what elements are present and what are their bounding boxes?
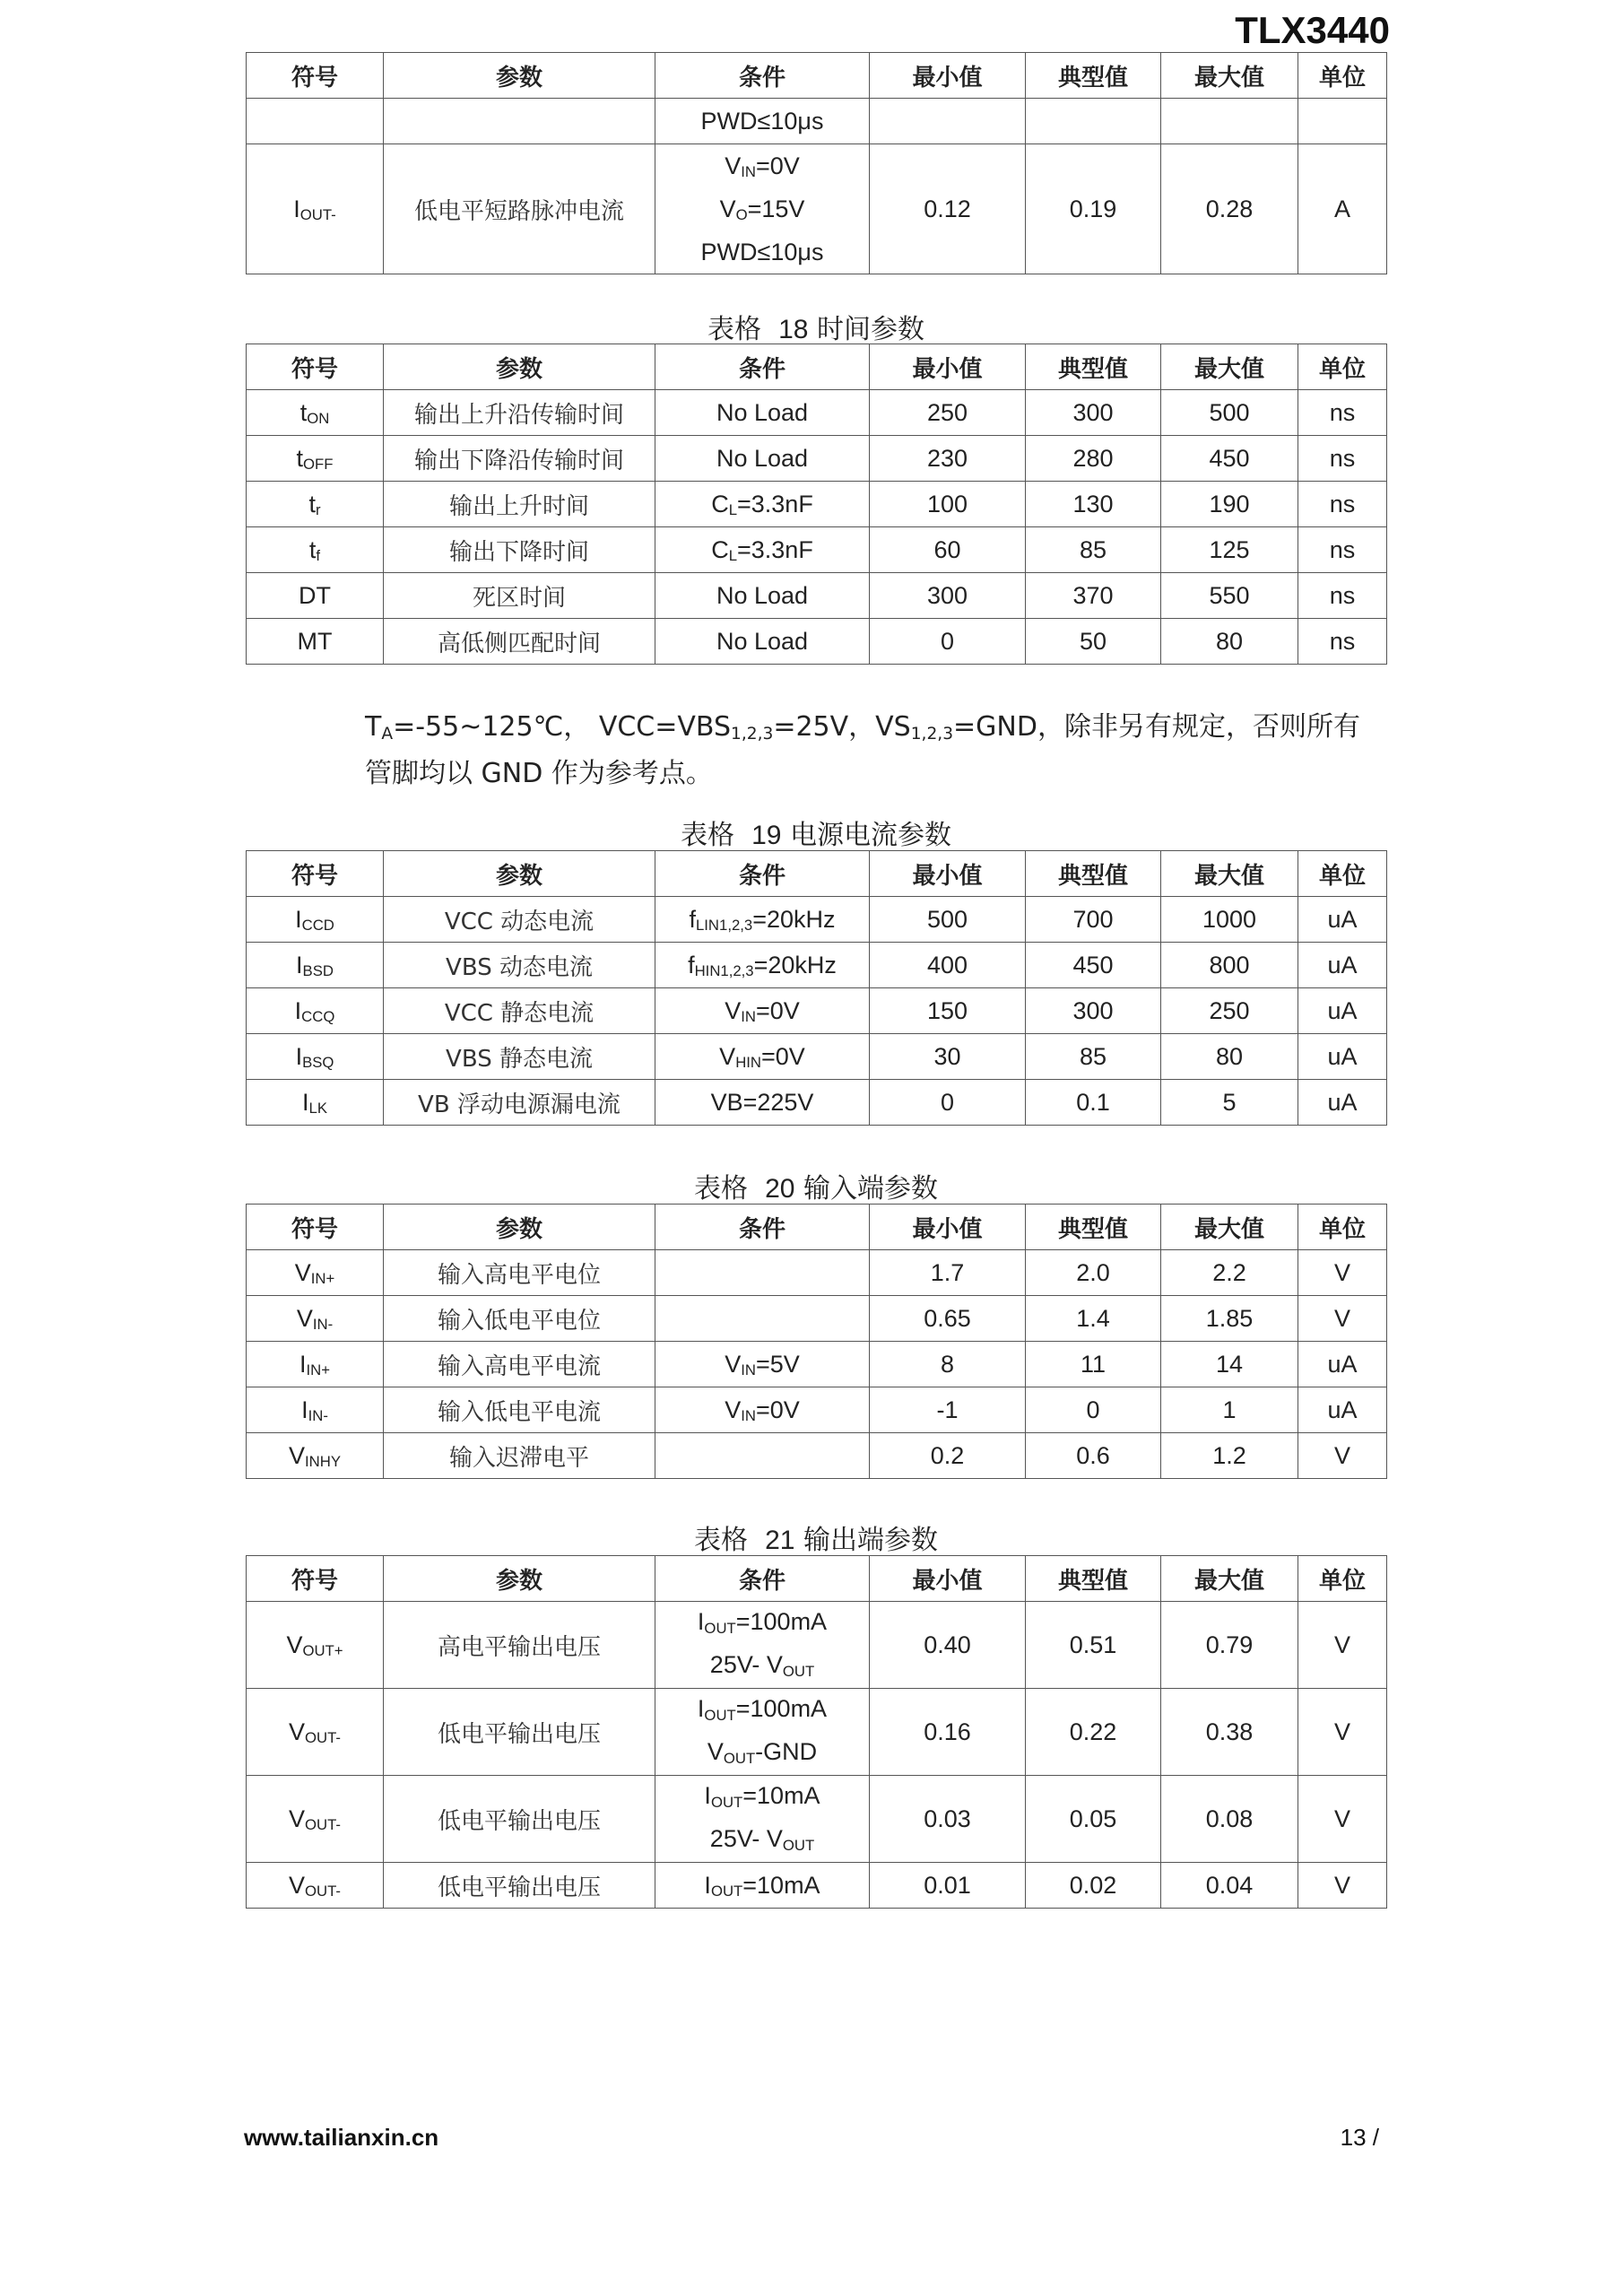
cell-max: 0.28 [1161,144,1298,274]
col-header: 符号 [247,344,384,390]
cell-typ: 700 [1026,897,1161,943]
cell-symbol: $I_{BSD}$ [247,943,384,988]
cell-symbol: $I_{BSQ}$ [247,1034,384,1080]
col-header: 条件 [655,851,870,897]
cell-unit: ns [1298,573,1387,619]
cell-condition: $I_{OUT}=10mA$ [655,1863,870,1909]
cell-condition: $C_L=3.3nF$ [655,527,870,573]
cell-condition: $V_{IN}=0V$ [655,1387,870,1433]
table-header-row [247,1205,1387,1250]
cell-param: VCC 动态电流 [384,897,655,943]
cell-param: 高电平输出电压 [384,1602,655,1689]
footer-page-number: 13 / [1340,2124,1379,2151]
cell-min: 0.40 [870,1602,1026,1689]
cell-min: 1.7 [870,1250,1026,1296]
cell-max: 250 [1161,988,1298,1034]
cell-condition [655,1602,870,1689]
cell-typ: 0.1 [1026,1080,1161,1126]
condition-line: $I_{OUT}=10mA$ [704,1782,820,1811]
cell-typ [1026,99,1161,144]
cell-param: 高低侧匹配时间 [384,619,655,665]
table-19-supply-current [246,850,1387,1126]
table-caption: 表格 20 输入端参数 [694,1173,938,1205]
cell-condition: PWD≤10μs [655,99,870,144]
cell-condition [655,1689,870,1776]
cell-max: 190 [1161,482,1298,527]
cell-min: 60 [870,527,1026,573]
cell-symbol: $V_{OUT-}$ [247,1776,384,1863]
table-row [247,1776,1387,1863]
table-row [247,1296,1387,1342]
cell-typ: 2.0 [1026,1250,1161,1296]
cell-min: 500 [870,897,1026,943]
cell-min: 8 [870,1342,1026,1387]
cell-unit: V [1298,1689,1387,1776]
col-header: 最小值 [870,53,1026,99]
cell-symbol: $I_{CCD}$ [247,897,384,943]
cell-unit: ns [1298,482,1387,527]
cell-min: 0.16 [870,1689,1026,1776]
cell-max: 550 [1161,573,1298,619]
cell-symbol: $V_{OUT-}$ [247,1689,384,1776]
cell-symbol: $V_{IN+}$ [247,1250,384,1296]
col-header: 最大值 [1161,1556,1298,1602]
cell-symbol: $V_{OUT-}$ [247,1863,384,1909]
col-header: 参数 [384,344,655,390]
col-header: 最大值 [1161,1205,1298,1250]
cell-typ: 280 [1026,436,1161,482]
table-row [247,573,1387,619]
cell-unit: ns [1298,436,1387,482]
cell-min [870,99,1026,144]
cell-symbol: DT [247,573,384,619]
cell-unit: uA [1298,1080,1387,1126]
cell-max: 5 [1161,1080,1298,1126]
table-row [247,1080,1387,1126]
cell-condition: $V_{HIN}=0V$ [655,1034,870,1080]
col-header: 参数 [384,53,655,99]
cell-typ: 450 [1026,943,1161,988]
note-line-1: $T_A=-55\sim 125℃$， $VCC=VBS_{1,2,3}=25V$，$VS_{1,2,3}=GND$，除非另有规定，否则所有 [365,711,1360,744]
cell-param: 低电平短路脉冲电流 [384,144,655,274]
condition-line: $V_{IN}=0V$ [725,152,800,181]
cell-symbol: $t_r$ [247,482,384,527]
cell-max: 500 [1161,390,1298,436]
col-header: 最小值 [870,1205,1026,1250]
table-row [247,1602,1387,1689]
cell-typ: 0 [1026,1387,1161,1433]
cell-min: 0 [870,619,1026,665]
col-header: 单位 [1298,53,1387,99]
cell-unit: uA [1298,897,1387,943]
cell-unit: V [1298,1433,1387,1479]
table-row [247,527,1387,573]
cell-symbol: $t_{OFF}$ [247,436,384,482]
col-header: 条件 [655,344,870,390]
cell-unit: ns [1298,527,1387,573]
cell-param: VBS 静态电流 [384,1034,655,1080]
col-header: 最小值 [870,1556,1026,1602]
cell-typ: 130 [1026,482,1161,527]
condition-line: PWD≤10μs [700,238,824,265]
cell-min: 250 [870,390,1026,436]
col-header: 最大值 [1161,344,1298,390]
cell-min: 0.2 [870,1433,1026,1479]
cell-param: 输入高电平电流 [384,1342,655,1387]
cell-param: 输入迟滞电平 [384,1433,655,1479]
table-row [247,144,1387,274]
cell-symbol: MT [247,619,384,665]
table-row [247,390,1387,436]
cell-condition: VB=225V [655,1080,870,1126]
col-header: 最小值 [870,344,1026,390]
cell-condition: $V_{IN}=5V$ [655,1342,870,1387]
condition-line: 25V- $V_{OUT}$ [709,1651,815,1680]
table-continued [246,52,1387,274]
cell-min: 230 [870,436,1026,482]
col-header: 条件 [655,1205,870,1250]
cell-param: 输出下降沿传输时间 [384,436,655,482]
cell-unit: V [1298,1776,1387,1863]
table-18-timing [246,344,1387,665]
table-caption: 表格 19 电源电流参数 [681,820,951,851]
table-header-row [247,851,1387,897]
cell-typ: 0.05 [1026,1776,1161,1863]
cell-typ: 0.51 [1026,1602,1161,1689]
cell-max: 2.2 [1161,1250,1298,1296]
cell-param: 输出上升沿传输时间 [384,390,655,436]
cell-symbol: $I_{CCQ}$ [247,988,384,1034]
condition-line: $V_{OUT}$-GND [707,1738,818,1767]
cell-typ: 85 [1026,527,1161,573]
col-header: 参数 [384,1205,655,1250]
table-row [247,1034,1387,1080]
table-header-row [247,1556,1387,1602]
col-header: 参数 [384,851,655,897]
cell-param: 低电平输出电压 [384,1776,655,1863]
cell-param: 输入高电平电位 [384,1250,655,1296]
cell-typ: 0.19 [1026,144,1161,274]
col-header: 单位 [1298,1205,1387,1250]
cell-param: 低电平输出电压 [384,1689,655,1776]
table-header-row [247,53,1387,99]
col-header: 最小值 [870,851,1026,897]
cell-max: 1.85 [1161,1296,1298,1342]
cell-max: 80 [1161,619,1298,665]
cell-unit: uA [1298,1342,1387,1387]
cell-condition [655,1296,870,1342]
conditions-note [365,706,1387,796]
cell-unit: uA [1298,1387,1387,1433]
col-header: 单位 [1298,1556,1387,1602]
cell-unit: V [1298,1250,1387,1296]
table-row [247,1387,1387,1433]
cell-min: 150 [870,988,1026,1034]
cell-typ: 0.22 [1026,1689,1161,1776]
cell-param [384,99,655,144]
table-caption: 表格 21 输出端参数 [694,1525,938,1556]
cell-param: VB 浮动电源漏电流 [384,1080,655,1126]
col-header: 单位 [1298,851,1387,897]
cell-param: 输出下降时间 [384,527,655,573]
cell-typ: 300 [1026,988,1161,1034]
col-header: 符号 [247,1205,384,1250]
cell-unit: V [1298,1863,1387,1909]
cell-condition: No Load [655,573,870,619]
cell-unit: A [1298,144,1387,274]
cell-condition: No Load [655,436,870,482]
cell-min: 0.01 [870,1863,1026,1909]
table-row [247,1863,1387,1909]
cell-symbol: $V_{OUT+}$ [247,1602,384,1689]
cell-min: 0.65 [870,1296,1026,1342]
table-row [247,436,1387,482]
table-row [247,619,1387,665]
cell-typ: 0.02 [1026,1863,1161,1909]
cell-max: 1000 [1161,897,1298,943]
table-header-row [247,344,1387,390]
cell-symbol: $I_{IN-}$ [247,1387,384,1433]
footer-website: www.tailianxin.cn [244,2124,439,2151]
table-row [247,99,1387,144]
cell-condition: $C_L=3.3nF$ [655,482,870,527]
cell-param: VCC 静态电流 [384,988,655,1034]
cell-param: 输出上升时间 [384,482,655,527]
col-header: 典型值 [1026,1556,1161,1602]
col-header: 符号 [247,1556,384,1602]
cell-condition: $f_{LIN1,2,3}=20kHz$ [655,897,870,943]
cell-typ: 1.4 [1026,1296,1161,1342]
doc-header-title: TLX3440 [1235,9,1390,51]
cell-param: 输入低电平电位 [384,1296,655,1342]
cell-min: 0.12 [870,144,1026,274]
condition-line: $I_{OUT}=100mA$ [697,1695,828,1724]
cell-max: 800 [1161,943,1298,988]
col-header: 典型值 [1026,1205,1161,1250]
cell-condition [655,1433,870,1479]
cell-condition [655,144,870,274]
cell-max: 1.2 [1161,1433,1298,1479]
col-header: 典型值 [1026,53,1161,99]
table-caption: 表格 18 时间参数 [707,314,924,345]
cell-symbol [247,99,384,144]
cell-max: 1 [1161,1387,1298,1433]
col-header: 条件 [655,1556,870,1602]
cell-symbol: $I_{LK}$ [247,1080,384,1126]
cell-condition: No Load [655,619,870,665]
col-header: 条件 [655,53,870,99]
table-row [247,988,1387,1034]
table-row [247,897,1387,943]
cell-param: VBS 动态电流 [384,943,655,988]
table-row [247,1250,1387,1296]
cell-max: 0.08 [1161,1776,1298,1863]
cell-symbol: $I_{IN+}$ [247,1342,384,1387]
cell-typ: 0.6 [1026,1433,1161,1479]
condition-line: 25V- $V_{OUT}$ [709,1825,815,1854]
cell-min: 30 [870,1034,1026,1080]
col-header: 符号 [247,851,384,897]
cell-max: 450 [1161,436,1298,482]
cell-min: 400 [870,943,1026,988]
cell-symbol: $V_{INHY}$ [247,1433,384,1479]
cell-symbol: $t_f$ [247,527,384,573]
table-row [247,1433,1387,1479]
cell-max: 0.04 [1161,1863,1298,1909]
table-row [247,1689,1387,1776]
cell-unit: ns [1298,619,1387,665]
cell-max: 14 [1161,1342,1298,1387]
cell-min: -1 [870,1387,1026,1433]
col-header: 最大值 [1161,851,1298,897]
col-header: 参数 [384,1556,655,1602]
cell-min: 100 [870,482,1026,527]
table-row [247,943,1387,988]
cell-condition [655,1250,870,1296]
note-line-2: 管脚均以 GND 作为参考点。 [365,758,713,789]
condition-line: $V_O=15V$ [719,195,805,224]
cell-max: 0.38 [1161,1689,1298,1776]
table-20-input [246,1204,1387,1479]
cell-max: 125 [1161,527,1298,573]
cell-typ: 300 [1026,390,1161,436]
cell-typ: 11 [1026,1342,1161,1387]
cell-max: 80 [1161,1034,1298,1080]
col-header: 单位 [1298,344,1387,390]
cell-symbol: $I_{OUT-}$ [247,144,384,274]
cell-unit: uA [1298,988,1387,1034]
col-header: 典型值 [1026,851,1161,897]
cell-param: 输入低电平电流 [384,1387,655,1433]
cell-max [1161,99,1298,144]
table-row [247,1342,1387,1387]
cell-unit: uA [1298,943,1387,988]
cell-symbol: $V_{IN-}$ [247,1296,384,1342]
cell-typ: 370 [1026,573,1161,619]
cell-typ: 50 [1026,619,1161,665]
condition-line: $I_{OUT}=100mA$ [697,1608,828,1637]
cell-max: 0.79 [1161,1602,1298,1689]
cell-typ: 85 [1026,1034,1161,1080]
cell-min: 0 [870,1080,1026,1126]
table-21-output [246,1555,1387,1909]
cell-min: 0.03 [870,1776,1026,1863]
cell-min: 300 [870,573,1026,619]
cell-condition [655,1776,870,1863]
cell-condition: No Load [655,390,870,436]
cell-condition: $f_{HIN1,2,3}=20kHz$ [655,943,870,988]
cell-param: 低电平输出电压 [384,1863,655,1909]
cell-condition: $V_{IN}=0V$ [655,988,870,1034]
col-header: 最大值 [1161,53,1298,99]
cell-param: 死区时间 [384,573,655,619]
table-row [247,482,1387,527]
cell-unit: uA [1298,1034,1387,1080]
col-header: 符号 [247,53,384,99]
cell-unit [1298,99,1387,144]
cell-symbol: $t_{ON}$ [247,390,384,436]
cell-unit: ns [1298,390,1387,436]
cell-unit: V [1298,1602,1387,1689]
col-header: 典型值 [1026,344,1161,390]
cell-unit: V [1298,1296,1387,1342]
